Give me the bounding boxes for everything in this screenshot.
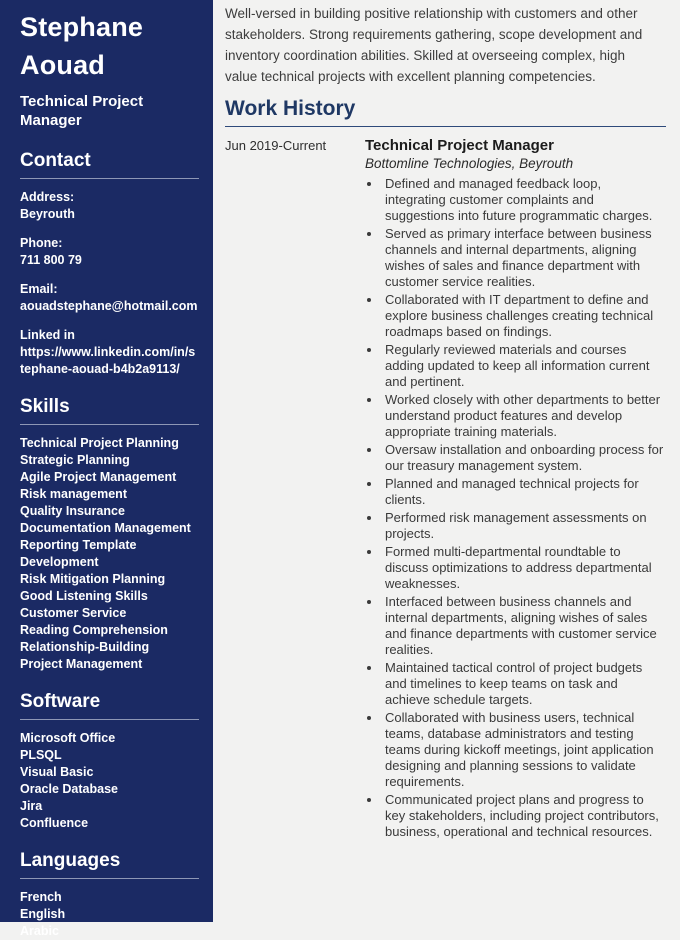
skills-list	[20, 435, 199, 673]
job-details	[365, 136, 665, 842]
skill-item: Good Listening Skills	[20, 589, 148, 603]
software-item: Jira	[20, 799, 43, 813]
skill-item: Customer Service	[20, 606, 127, 620]
software-item: PLSQL	[20, 748, 62, 762]
main-content	[213, 0, 680, 922]
job-bullet: • Planned and managed technical projects for clients.	[382, 476, 665, 508]
job-bullets	[365, 176, 665, 840]
job-bullet: • Regularly reviewed materials and courses adding updated to keep all information current and pertinent.	[382, 342, 665, 390]
skill-item: Agile Project Management	[20, 470, 177, 484]
candidate-name	[20, 8, 199, 84]
job-bullet: • Interfaced between business channels and internal departments, aligning wishes of sales and finance departments with customer service realities.	[382, 594, 665, 658]
software-list	[20, 730, 199, 832]
job-bullet: • Formed multi-departmental roundtable to discuss optimizations to address departmental weaknesses.	[382, 544, 665, 592]
software-item: Visual Basic	[20, 765, 94, 779]
linkedin-url[interactable]: https://www.linkedin.com/in/stephane-aouad-b4b2a9113/	[20, 345, 196, 376]
work-history-heading: Work History	[225, 97, 666, 127]
languages-heading: Languages	[20, 850, 199, 879]
work-history-entry	[225, 136, 666, 842]
skill-item: Quality Insurance	[20, 504, 125, 518]
phone-label: Phone:	[20, 236, 63, 250]
software-item: Microsoft Office	[20, 731, 116, 745]
language-item: Arabic	[20, 924, 59, 938]
skill-item: Reporting Template Development	[20, 538, 137, 569]
skills-section	[20, 396, 199, 673]
job-bullet: • Collaborated with business users, technical teams, database administrators and testing teams during kickoff meetings, joint application designing and planning sessions to validate requirements.	[382, 710, 665, 790]
language-item: English	[20, 907, 66, 921]
software-item: Oracle Database	[20, 782, 118, 796]
contact-heading: Contact	[20, 150, 199, 179]
skill-item: Risk management	[20, 487, 127, 501]
candidate-title: Technical Project Manager	[20, 93, 144, 129]
job-company: Bottomline Technologies, Beyrouth	[365, 156, 574, 171]
skill-item: Relationship-Building	[20, 640, 150, 654]
candidate-name-line2: Aouad	[20, 50, 105, 80]
contact-section	[20, 150, 199, 378]
contact-email	[20, 281, 199, 315]
address-value: Beyrouth	[20, 207, 75, 221]
languages-list	[20, 889, 199, 940]
job-bullet: • Performed risk management assessments on projects.	[382, 510, 665, 542]
job-bullet: • Served as primary interface between business channels and internal departments, aligning wishes of sales and finance department with customer service realities.	[382, 226, 665, 290]
software-item: Confluence	[20, 816, 89, 830]
email-label: Email:	[20, 282, 58, 296]
job-bullet: • Collaborated with IT department to define and explore business challenges creating technical roadmaps based on findings.	[382, 292, 665, 340]
languages-section	[20, 850, 199, 940]
summary-text: Well-versed in building positive relationship with customers and other stakeholders. Strong requirements gathering, scope development and inventory coordination abilities. Skilled at overseeing complex, high value technical projects with excellent planning competencies.	[225, 6, 643, 84]
skill-item: Documentation Management	[20, 521, 191, 535]
skills-heading: Skills	[20, 396, 199, 425]
contact-phone	[20, 235, 199, 269]
candidate-name-line1: Stephane	[20, 12, 144, 42]
skill-item: Risk Mitigation Planning	[20, 572, 166, 586]
sidebar	[0, 0, 213, 938]
contact-linkedin	[20, 327, 199, 378]
address-label: Address:	[20, 190, 75, 204]
job-bullet: • Communicated project plans and progress to key stakeholders, including project contributors, business, operational and technical resources.	[382, 792, 665, 840]
contact-address	[20, 189, 199, 223]
skill-item: Project Management	[20, 657, 143, 671]
job-bullet: • Worked closely with other departments to better understand product features and develop appropriate training materials.	[382, 392, 665, 440]
job-bullet: • Oversaw installation and onboarding process for our treasury management system.	[382, 442, 665, 474]
job-bullet: • Maintained tactical control of project budgets and timelines to keep teams on task and achieve schedule targets.	[382, 660, 665, 708]
skill-item: Strategic Planning	[20, 453, 130, 467]
software-heading: Software	[20, 691, 199, 720]
software-section	[20, 691, 199, 832]
skill-item: Technical Project Planning	[20, 436, 179, 450]
linkedin-label: Linked in	[20, 328, 75, 342]
job-dates: Jun 2019-Current	[225, 138, 327, 153]
job-title: Technical Project Manager	[365, 137, 554, 154]
phone-value: 711 800 79	[20, 253, 82, 267]
language-item: French	[20, 890, 62, 904]
email-value[interactable]: aouadstephane@hotmail.com	[20, 299, 198, 313]
job-bullet: • Defined and managed feedback loop, integrating customer complaints and suggestions into future programmatic charges.	[382, 176, 665, 224]
skill-item: Reading Comprehension	[20, 623, 168, 637]
